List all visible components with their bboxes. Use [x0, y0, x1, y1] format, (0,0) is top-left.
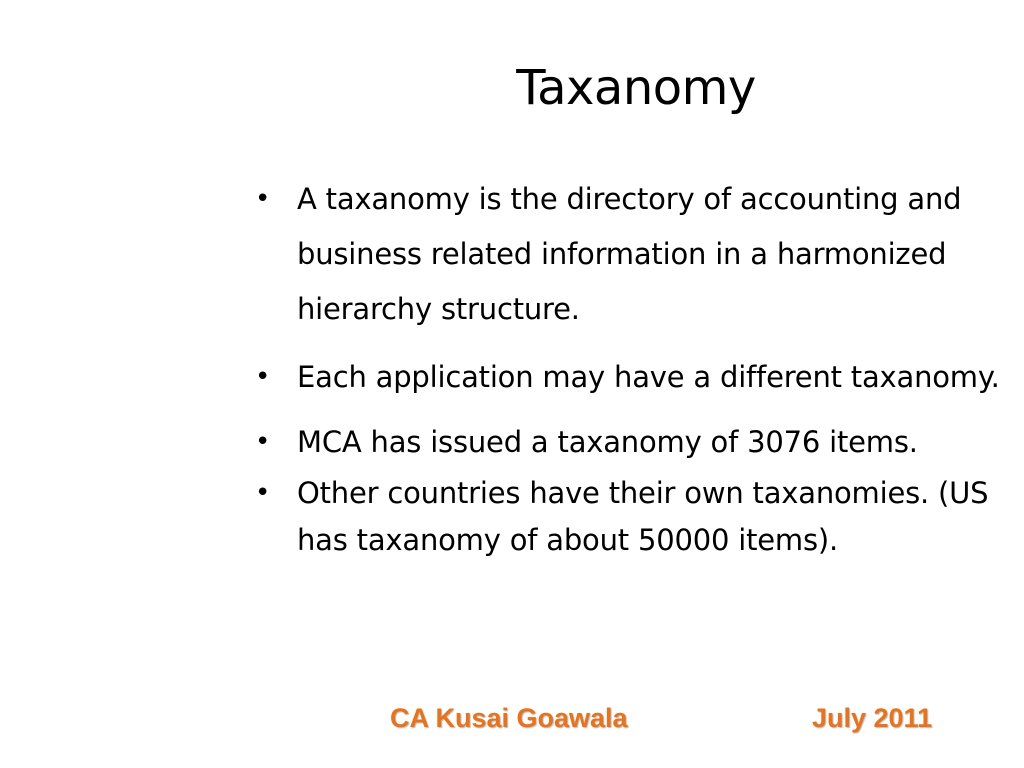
bullet-marker: • [255, 427, 271, 457]
bullet-text: Each application may have a different taxanomy. [297, 360, 1000, 394]
footer-date: July 2011 [812, 703, 933, 733]
bullet-marker: • [255, 362, 271, 392]
bullet-text: A taxanomy is the directory of accounting and business related information in a harmonized hierarchy structure. [297, 182, 962, 326]
bullet-item [255, 419, 1005, 466]
bullet-item [255, 350, 1005, 405]
bullet-item [255, 470, 1005, 564]
bullet-marker: • [255, 478, 271, 508]
bullet-item [255, 172, 1005, 337]
bullet-text: Other countries have their own taxanomies. (US has taxanomy of about 50000 items). [297, 476, 989, 557]
bullet-list [255, 172, 1005, 564]
bullet-marker: • [255, 184, 271, 214]
slide-title: Taxanomy [516, 60, 756, 116]
bullet-text: MCA has issued a taxanomy of 3076 items. [297, 425, 918, 459]
footer-author: CA Kusai Goawala [390, 703, 628, 733]
